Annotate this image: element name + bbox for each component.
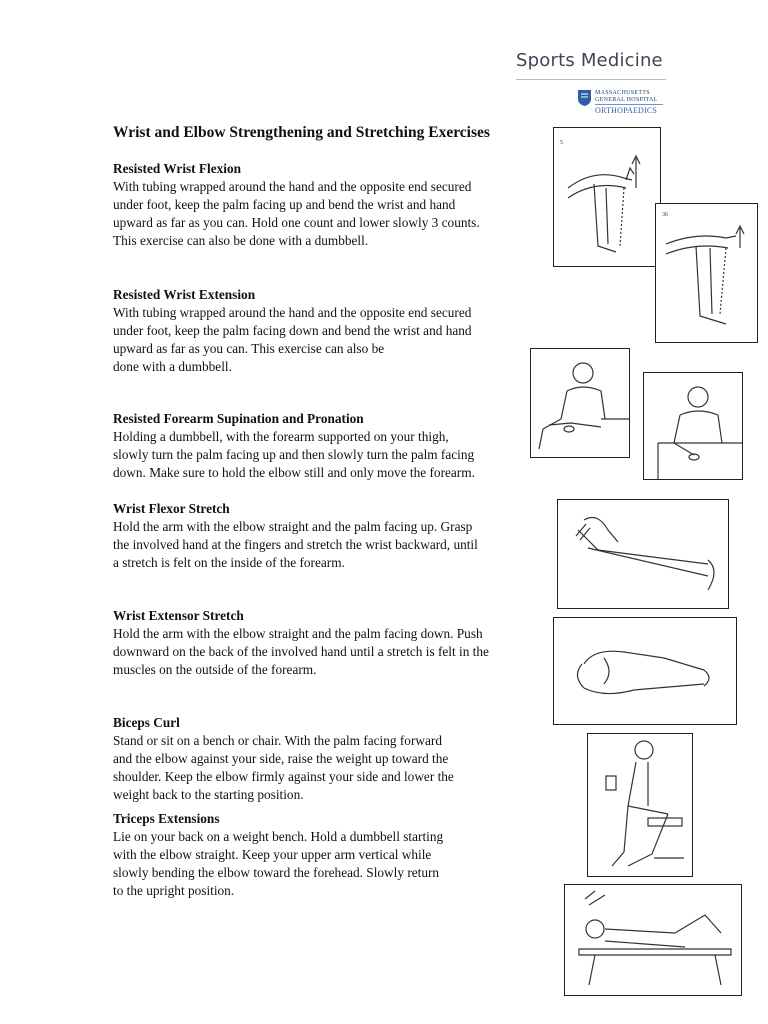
body-line: Hold the arm with the elbow straight and the palm facing up. Grasp [113,519,473,534]
section-title: Triceps Extensions [113,811,220,826]
brand-header [516,50,666,80]
body-line: upward as far as you can. Hold one count and lower slowly 3 counts. [113,215,480,230]
wrist-flexor-stretch-illustration [557,499,729,609]
section-body [113,178,543,250]
body-line: Holding a dumbbell, with the forearm supported on your thigh, [113,429,449,444]
section-supination-pronation [113,410,543,482]
triceps-extension-illustration [564,884,742,996]
section-title: Biceps Curl [113,715,180,730]
figure-label: 5 [560,140,563,146]
body-line: Hold the arm with the elbow straight and the palm facing down. Push [113,626,483,641]
section-wrist-flexion [113,160,543,250]
body-line: and the elbow against your side, raise the weight up toward the [113,751,449,766]
section-triceps-extensions [113,810,543,900]
hospital-logo [578,89,678,119]
wrist-extensor-stretch-illustration [553,617,737,725]
wrist-flexion-illustration-1 [553,127,661,267]
brand-divider [516,79,666,80]
section-body [113,518,543,572]
body-line: with the elbow straight. Keep your upper arm vertical while [113,847,432,862]
body-line: weight back to the starting position. [113,787,304,802]
section-extensor-stretch [113,607,543,679]
section-title: Resisted Wrist Flexion [113,161,242,176]
hospital-name-line2: GENERAL HOSPITAL [595,97,658,103]
body-line: upward as far as you can. This exercise can also be [113,341,385,356]
body-line: shoulder. Keep the elbow firmly against your side and lower the [113,769,454,784]
biceps-curl-illustration [587,733,693,877]
forearm-pronation-illustration-2 [643,372,743,480]
body-line: Stand or sit on a bench or chair. With the palm facing forward [113,733,442,748]
section-body [113,828,543,900]
section-biceps-curl [113,714,543,804]
section-flexor-stretch [113,500,543,572]
body-line: Lie on your back on a weight bench. Hold a dumbbell starting [113,829,444,844]
hospital-divider [595,104,663,105]
body-line: under foot, keep the palm facing up and bend the wrist and hand [113,197,456,212]
body-line: done with a dumbbell. [113,359,232,374]
section-wrist-extension [113,286,543,376]
section-body [113,625,543,679]
body-line: the involved hand at the fingers and stretch the wrist backward, until [113,537,478,552]
section-title: Resisted Forearm Supination and Pronation [113,411,364,426]
hospital-name-line1: MASSACHUSETTS [595,90,650,96]
section-body [113,428,543,482]
section-body [113,732,543,804]
body-line: slowly turn the palm facing up and then slowly turn the palm facing [113,447,475,462]
section-body [113,304,543,376]
shield-icon [578,90,591,106]
wrist-flexion-illustration-2 [655,203,758,343]
figure-label: 36 [662,212,668,218]
body-line: This exercise can also be done with a dumbbell. [113,233,369,248]
brand-title: Sports Medicine [516,50,663,71]
body-line: With tubing wrapped around the hand and the opposite end secured [113,179,472,194]
body-line: down. Make sure to hold the elbow still and only move the forearm. [113,465,475,480]
section-title: Wrist Extensor Stretch [113,608,244,623]
body-line: With tubing wrapped around the hand and the opposite end secured [113,305,472,320]
section-title: Resisted Wrist Extension [113,287,256,302]
body-line: slowly bending the elbow toward the forehead. Slowly return [113,865,440,880]
body-line: downward on the back of the involved hand until a stretch is felt in the [113,644,489,659]
body-line: muscles on the outside of the forearm. [113,662,317,677]
forearm-supination-illustration-1 [530,348,630,458]
page-title: Wrist and Elbow Strengthening and Stretching Exercises [113,124,490,141]
body-line: a stretch is felt on the inside of the forearm. [113,555,345,570]
hospital-department: ORTHOPAEDICS [595,106,658,115]
body-line: under foot, keep the palm facing down and bend the wrist and hand [113,323,472,338]
section-title: Wrist Flexor Stretch [113,501,230,516]
body-line: to the upright position. [113,883,235,898]
